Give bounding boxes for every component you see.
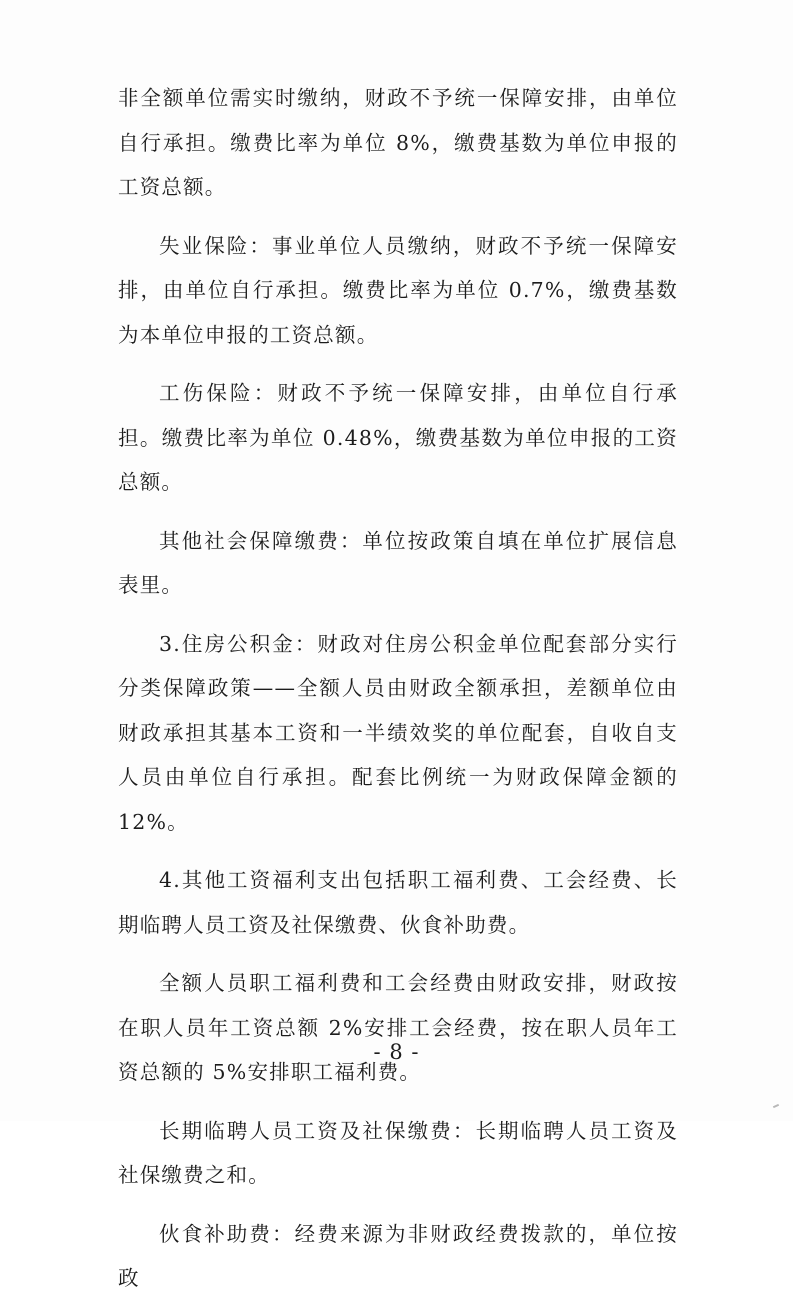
paragraph-1: 非全额单位需实时缴纳，财政不予统一保障安排，由单位自行承担。缴费比率为单位 8%，缴费基数为单位申报的工资总额。 (118, 86, 678, 199)
paragraph-5: 3.住房公积金：财政对住房公积金单位配套部分实行分类保障政策——全额人员由财政全额承担，差额单位由财政承担其基本工资和一半绩效奖的单位配套，自收自支人员由单位自行承担。配套比例统一为财政保障金额的 12%。 (118, 631, 678, 834)
paragraph-7: 全额人员职工福利费和工会经费由财政安排，财政按在职人员年工资总额 2%安排工会经费，按在职人员年工资总额的 5%安排职工福利费。 (118, 971, 678, 1084)
paragraph-2: 失业保险：事业单位人员缴纳，财政不予统一保障安排，由单位自行承担。缴费比率为单位 0.7%，缴费基数为本单位申报的工资总额。 (118, 233, 678, 347)
paragraph-4: 其他社会保障缴费：单位按政策自填在单位扩展信息表里。 (118, 528, 678, 597)
body-text (118, 76, 678, 1315)
paragraph-9: 伙食补助费：经费来源为非财政经费拨款的，单位按政 (118, 1221, 678, 1290)
page-number: - 8 - (373, 1040, 420, 1064)
paragraph-3: 工伤保险：财政不予统一保障安排，由单位自行承担。缴费比率为单位 0.48%，缴费基数为单位申报的工资总额。 (118, 381, 678, 494)
paragraph-6: 4.其他工资福利支出包括职工福利费、工会经费、长期临聘人员工资及社保缴费、伙食补助费。 (118, 868, 678, 937)
paragraph-8: 长期临聘人员工资及社保缴费：长期临聘人员工资及社保缴费之和。 (118, 1118, 678, 1187)
scan-speck (773, 1104, 779, 1108)
